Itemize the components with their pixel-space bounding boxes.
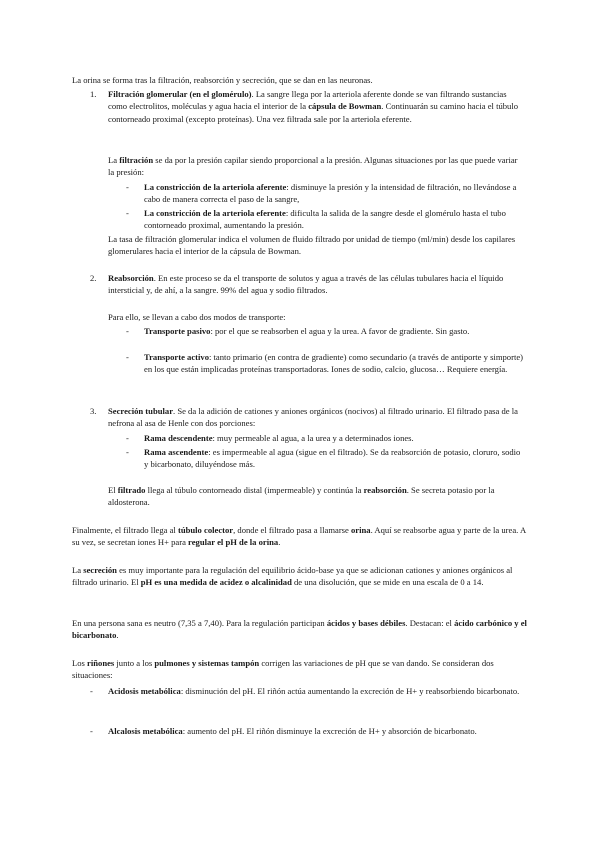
section-2-number: 2. <box>90 273 97 283</box>
intro-paragraph: La orina se forma tras la filtración, reabsorción y secreción, que se dan en las neuronas. <box>72 75 373 85</box>
term-capsula-bowman: cápsula de Bowman <box>308 101 382 112</box>
transport-intro: Para ello, se llevan a cabo dos modos de transporte: <box>108 312 286 322</box>
section-1-closing: La tasa de filtración glomerular indica el volumen de fluido filtrado por unidad de tiempo (ml/min) desde los capilares glomerulares hacia el interior de la cápsula de Bowman. <box>108 234 516 257</box>
term-filtracion: filtración <box>119 155 154 165</box>
list-item: Transporte activo: tanto primario (en contra de gradiente) como secundario (a través de antiporte y simporte) en los que están implicadas proteínas transportadoras. Iones de sodio, calcio, glucosa… Requiere energía. <box>144 352 524 375</box>
final-paragraph-4: Los riñones junto a los pulmones y sistemas tampón corrigen las variaciones de pH que se van dando. Se consideran dos situaciones: <box>72 658 494 681</box>
section-2-paragraph: Reabsorción. En este proceso se da el transporte de solutos y agua a través de las células tubulares hacia el líquido intersticial y, de ahí, a la sangre. 99% del agua y sodio filtrados. <box>108 273 504 296</box>
list-item: Alcalosis metabólica: aumento del pH. El riñón disminuye la excreción de H+ y absorción de bicarbonato. <box>108 726 477 736</box>
document-page: La orina se forma tras la filtración, reabsorción y secreción, que se dan en las neuronas. 1. Filtración glomerular (en el glomérulo). La sangre llega por la arteriola aferente donde se van filtrando sustancias como electrolitos, moléculas y agua hacia el interior de la cápsula de Bowman. Continuarán su camino hacia el túbulo contorneado proximal (excepto proteínas). Una vez filtrada sale por la arteriola eferente. La filtración se da por la presión capilar siendo proporcional a la presión. Algunas situaciones por las que puede variar la presión: - La constricción de la arteriola aferente: disminuye la presión y la intensidad de filtración, no llevándose a cabo de manera correcta el paso de la sangre, - La constricción de la arteriola eferente: dificulta la salida de la sangre desde el glomérulo hasta el tubo contorneado proximal, aumentando la presión. La tasa de filtración glomerular indica el volumen de fluido filtrado por unidad de tiempo (ml/min) desde los capilares glomerulares hacia el interior de la cápsula de Bowman. 2. Reabsorción. En este proceso se da el transporte de solutos y agua a través de las células tubulares hacia el líquido intersticial y, de ahí, a la sangre. 99% del agua y sodio filtrados. Para ello, se llevan a cabo dos modos de transporte: - Transporte pasivo: por el que se reabsorben el agua y la urea. A favor de gradiente. Sin gasto. - Transporte activo: tanto primario (en contra de gradiente) como secundario (a través de antiporte y simporte) en los que están implicadas proteínas transportadoras. Iones de sodio, calcio, glucosa… Requiere energía. 3. Secreción tubular. Se da la adición de cationes y aniones orgánicos (nocivos) al filtrado urinario. El filtrado pasa de la nefrona al asa de Henle con dos porciones: - Rama descendente: muy permeable al agua, a la urea y a determinados iones. - Rama ascendente: es impermeable al agua (sigue en el filtrado). Se da reabsorción de potasio, cloruro, sodio y bicarbonato, diluyéndose más. El filtrado llega al túbulo contorneado distal (impermeable) y continúa la reabsorción. Se secreta potasio por la aldosterona. Finalmente, el filtrado llega al túbulo colector, donde el filtrado pasa a llamarse orina. Aquí se reabsorbe agua y parte de la urea. A su vez, se secretan iones H+ para regular el pH de la orina. La secreción es muy importante para la regulación del equilibrio ácido-base ya que se adicionan cationes y aniones orgánicos al filtrado urinario. El pH es una medida de acidez o alcalinidad de una disolución, que se mide en una escala de 0 a 14. En una persona sana es neutro (7,35 a 7,40). Para la regulación participan ácidos y bases débiles. Destacan: el ácido carbónico y el bicarbonato. Los riñones junto a los pulmones y sistemas tampón corrigen las variaciones de pH que se van dando. Se consideran dos situaciones: - Acidosis metabólica: disminución del pH. El riñón actúa aumentando la excreción de H+ y reabsorbiendo bicarbonato. - Alcalosis metabólica: aumento del pH. El riñón disminuye la excreción de H+ y absorción de bicarbonato. <box>0 0 600 848</box>
section-3-title: Secreción tubular <box>108 406 174 416</box>
list-item: Rama descendente: muy permeable al agua, a la urea y a determinados iones. <box>144 433 414 443</box>
section-1-paragraph: Filtración glomerular (en el glomérulo). La sangre llega por la arteriola aferente donde se van filtrando sustancias como electrolitos, moléculas y agua hacia el interior de la cápsula de Bowman. Continuarán su camino hacia el túbulo contorneado proximal (excepto proteínas). Una vez filtrada sale por la arteriola eferente. <box>108 89 519 124</box>
filtracion-paragraph: La filtración se da por la presión capilar siendo proporcional a la presión. Algunas situaciones por las que puede variar la presión: <box>108 155 518 178</box>
list-item: Transporte pasivo: por el que se reabsorben el agua y la urea. A favor de gradiente. Sin gasto. <box>144 326 470 336</box>
list-item: Rama ascendente: es impermeable al agua (sigue en el filtrado). Se da reabsorción de potasio, cloruro, sodio y bicarbonato, diluyéndose más. <box>144 447 521 470</box>
section-1-title: Filtración glomerular (en el glomérulo) <box>108 89 252 99</box>
section-3-paragraph: Secreción tubular. Se da la adición de cationes y aniones orgánicos (nocivos) al filtrado urinario. El filtrado pasa de la nefrona al asa de Henle con dos porciones: <box>108 406 518 429</box>
section-3-closing: El filtrado llega al túbulo contorneado distal (impermeable) y continúa la reabsorción. Se secreta potasio por la aldosterona. <box>108 485 495 508</box>
section-3-number: 3. <box>90 406 97 416</box>
list-item: La constricción de la arteriola aferente: disminuye la presión y la intensidad de filtración, no llevándose a cabo de manera correcta el paso de la sangre, <box>144 182 517 205</box>
final-paragraph-2: La secreción es muy importante para la regulación del equilibrio ácido-base ya que se adicionan cationes y aniones orgánicos al filtrado urinario. El pH es una medida de acidez o alcalinidad de una disolución, que se mide en una escala de 0 a 14. <box>72 565 513 588</box>
list-item: Acidosis metabólica: disminución del pH. El riñón actúa aumentando la excreción de H+ y reabsorbiendo bicarbonato. <box>108 686 520 696</box>
section-2-title: Reabsorción <box>108 273 154 283</box>
final-paragraph-1: Finalmente, el filtrado llega al túbulo colector, donde el filtrado pasa a llamarse orina. Aquí se reabsorbe agua y parte de la urea. A su vez, se secretan iones H+ para regular el pH de la orina. <box>72 525 526 548</box>
final-paragraph-3: En una persona sana es neutro (7,35 a 7,40). Para la regulación participan ácidos y bases débiles. Destacan: el ácido carbónico y el bicarbonato. <box>72 618 527 641</box>
list-item: La constricción de la arteriola eferente: dificulta la salida de la sangre desde el glomérulo hasta el tubo contorneado proximal, aumentando la presión. <box>144 208 506 231</box>
section-1-number: 1. <box>90 89 97 99</box>
